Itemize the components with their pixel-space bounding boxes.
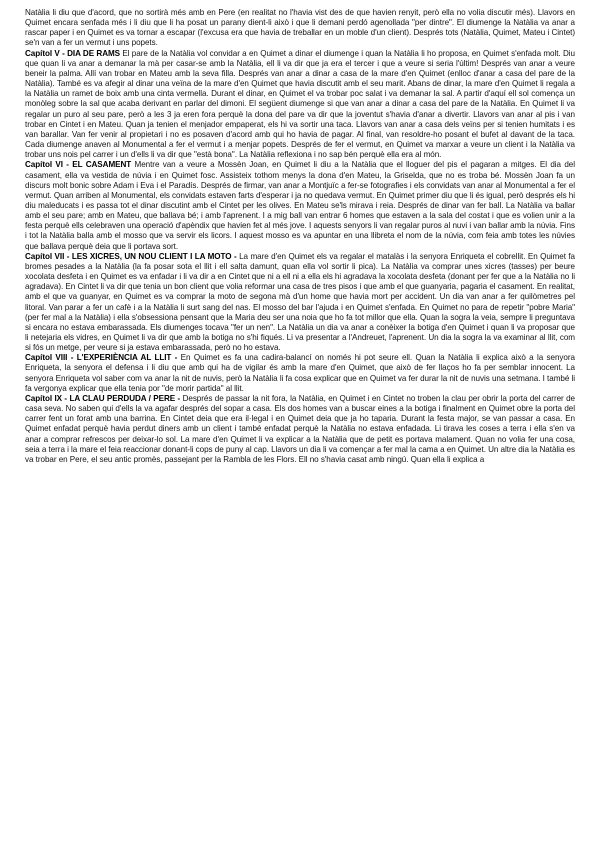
chapter-8-heading: Capítol VIII - L'EXPERIÈNCIA AL LLIT - [25,353,178,363]
chapter-8-body: En Quimet es fa una cadira-balancí on només hi pot seure ell. Quan la Natàlia li explica això a la senyora Enriqueta, la senyora el defensa i li diu que amb qui ha de vigilar és amb la mare d'en Quimet, que això de fer llaços ho fa per semblar innocent. La senyora Enriqueta vol saber com va anar la nit de nuvis, però la Natàlia li fa cosa explicar que en Quimet va fer durar la nit de nuvis una setmana. I també li fa vergonya explicar que ella tenia por "de morir partida" al llit. [25,353,575,393]
chapter-7-paragraph [25,252,575,354]
chapter-5-paragraph [25,49,575,161]
intro-paragraph: Natàlia li diu que d'acord, que no sortirà més amb en Pere (en realitat no l'havia vist des de que havien renyit, però ella no volia discutir més). Llavors en Quimet encara senfada més i li diu que li ha posat un parany dient-li això i que li demani perdó agenollada "per dintre". El diumenge la Natàlia va anar a rascar paper i en Quimet es va tornar a escapar (l'excusa era que havia de treballar en un moble d'un client). Després tots (Natàlia, Quimet, Mateu i Cintet) se'n van a fer un vermut i uns popets. [25,8,575,48]
chapter-6-heading: Capítol VI - EL CASAMENT [25,160,132,170]
chapter-9-paragraph [25,394,575,465]
chapter-6-body: Mentre van a veure a Mossèn Joan, en Quimet li diu a la Natàlia que el lloguer del pis el pagaran a mitges. El dia del casament, ella va vestida de núvia i en Quimet fosc. Assisteix tothom menys la dona d'en Mateu, la Griselda, que no es troba bé. Mossèn Joan fa un discurs molt bonic sobre Adam i Eva i el Paradís. Després de firmar, van anar a Montjuïc a fer-se fotografies i els convidats van anar al Monumental a fer el vermut. Quan arriben al Monumental, els convidats estaven farts d'esperar i ja no quedava vermut. En Quimet primer diu que li és igual, però després els hi diu maleducats i es passa tot el dinar discutint amb el Cintet per les olives. En Mateu se'ls mirava i reia. Després de dinar van fer ball. La Natàlia va ballar amb el seu pare; amb en Mateu, que ballava bé; i amb l'aprenent. I a mig ball van entrar 6 homes que estaven a la sala del costat i que es volien unir a la festa perquè ells celebraven una operació d'apèndix que havien fet al més jove. I aquests senyors li van regalar puros al nuvi i van ballar amb la núvia. Fins i tot la Natàlia balla amb el mosso que va servir els licors. I aquest mosso es va apuntar en una llibreta el nom de la núvia, com feia amb totes les núvies que ballava perquè deia que li portava sort. [25,160,575,251]
chapter-5-body: El pare de la Natàlia vol convidar a en Quimet a dinar el diumenge i quan la Natàlia li ho proposa, en Quimet s'enfada molt. Diu que quan li va anar a demanar la mà per casar-se amb la Natàlia, ell li va dir que ja era el tercer i que a veure si seria l'últim! Després van anar a veure beneir la palma. Allí van trobar en Mateu amb la seva filla. Després van anar a dinar a casa de la mare d'en Quimet (enlloc d'anar a casa del pare de la Natàlia). També es va afegir al dinar una veïna de la mare d'en Quimet que havia discutit amb el seu marit. Abans de dinar, la mare d'en Quimet li regala a la Natàlia un ramet de boix amb una cinta vermella. Durant el dinar, en Quimet el va trobar poc salat i va demanar la sal. A partir d'aquí ell sol comença un monòleg sobre la sal que acaba derivant en parlar del dimoni. El següent diumenge si que van anar a dinar a casa del pare de la Natàlia. En Quimet li va regalar un puro al seu pare, però a les 3 ja eren fora perquè la dona del pare va dir que la joventut s'havia d'anar a divertir. Llavors van anar al pis i van trobar en Cintet i en Mateu. Quan ja tenien el menjador empaperat, els hi va sortir una taca. Llavors van anar a casa dels veïns per si tenien humitats i es van barallar. Van fer venir al propietari i no es posaven d'acord amb qui ho havia de pagar. Al final, van resoldre-ho posant el bufet al davant de la taca. Cada diumenge anaven al Monumental a fer el vermut i a menjar popets. Després de fer el vermut, en Quimet va marxar a veure un client i la Natàlia va trobar uns nois pel carrer i un d'ells li va dir que "està bona". La Natàlia reflexiona i no sap bén perquè ella era al món. [25,48,575,160]
chapter-9-body: Després de passar la nit fora, la Natàlia, en Quimet i en Cintet no troben la clau per obrir la porta del carrer de casa seva. No saben qui d'ells la va agafar després del sopar a casa. Els dos homes van a buscar eines a la botiga i finalment en Quimet obre la porta del carrer fent un forat amb una barrina. En Cintet deia que era il·legal i en Quimet deia que ja ho taparia. Durant la festa major, se van passar a casa. En Quimet enfadat perquè havia perdut diners amb un client i també enfadat perquè la Natàlia no estava enfadada. Li tirava les coses a terra i ella s'en va anar a comprar refrescos per deixar-lo sol. La mare d'en Quimet li va explicar a la Natàlia que de petit es portava malament. Quan no volia fer una cosa, seia a terra i la mare el feia reaccionar donant-li cops de puny al cap. Llavors un dia li va començar a fer mal la cama a en Quimet. Un altre dia la Natàlia es va trobar en Pere, el seu antic promès, passejant per la Rambla de les Flors. Ell no s'havia casat amb ningú. Quan ella li explica a [25,393,575,464]
chapter-5-heading: Capítol V - DIA DE RAMS [25,48,121,58]
chapter-8-paragraph [25,353,575,394]
chapter-6-paragraph [25,160,575,251]
chapter-9-heading: Capítol IX - LA CLAU PERDUDA / PERE - [25,393,181,403]
chapter-7-heading: Capítol VII - LES XICRES, UN NOU CLIENT I LA MOTO - [25,251,237,261]
chapter-7-body: La mare d'en Quimet els va regalar el matalàs i la senyora Enriqueta el cobrellit. En Quimet fa bromes pesades a la Natàlia (la fa posar sota el llit i ell salta damunt, quan ella vol sortir li pica). La Natàlia va comprar unes xicres (tasses) per beure xocolata desfeta i en Quimet es va enfadar i li va dir a en Cintet que ni a ell ni a ella els hi agradava la xocolata desfeta (donant per fer que a la Natàlia no li agradava). En Cintet li va dir que tenia un bon client que volia reformar una casa de tres pisos i que amb el que guanyaria, pagaria el casament. En realitat, amb el que va guanyar, en Quimet es va comprar la moto de segona mà d'un home que havia mort per accident. Un dia van anar a fer quilòmetres pel litoral. Van parar a fer un cafè i a la Natàlia li surt sang del nas. El mosso del bar l'ajuda i en Quimet s'enfada. En Quimet no para de repetir "pobre Maria" (per fer mal a la Natàlia) i ella s'obsessiona pensant que la Maria deu ser una noia que ho fa tot millor que ella. Quan la sogra la veia, sempre li preguntava si encara no estava embarassada. Els diumenges tocava "fer un nen". La Natàlia un dia va anar a conèixer la botiga d'en Quimet i quan li va proposar que li netejaria els vidres, en Quimet li va dir que amb la botiga no s'hi fiqués. Li va presentar a l'Andreuet, l'aprenent. Un dia la sogra la va examinar al llit, com si fós un metge, per veure si ja estava embarassada, però no ho estava. [25,251,575,353]
document-page [25,8,575,465]
